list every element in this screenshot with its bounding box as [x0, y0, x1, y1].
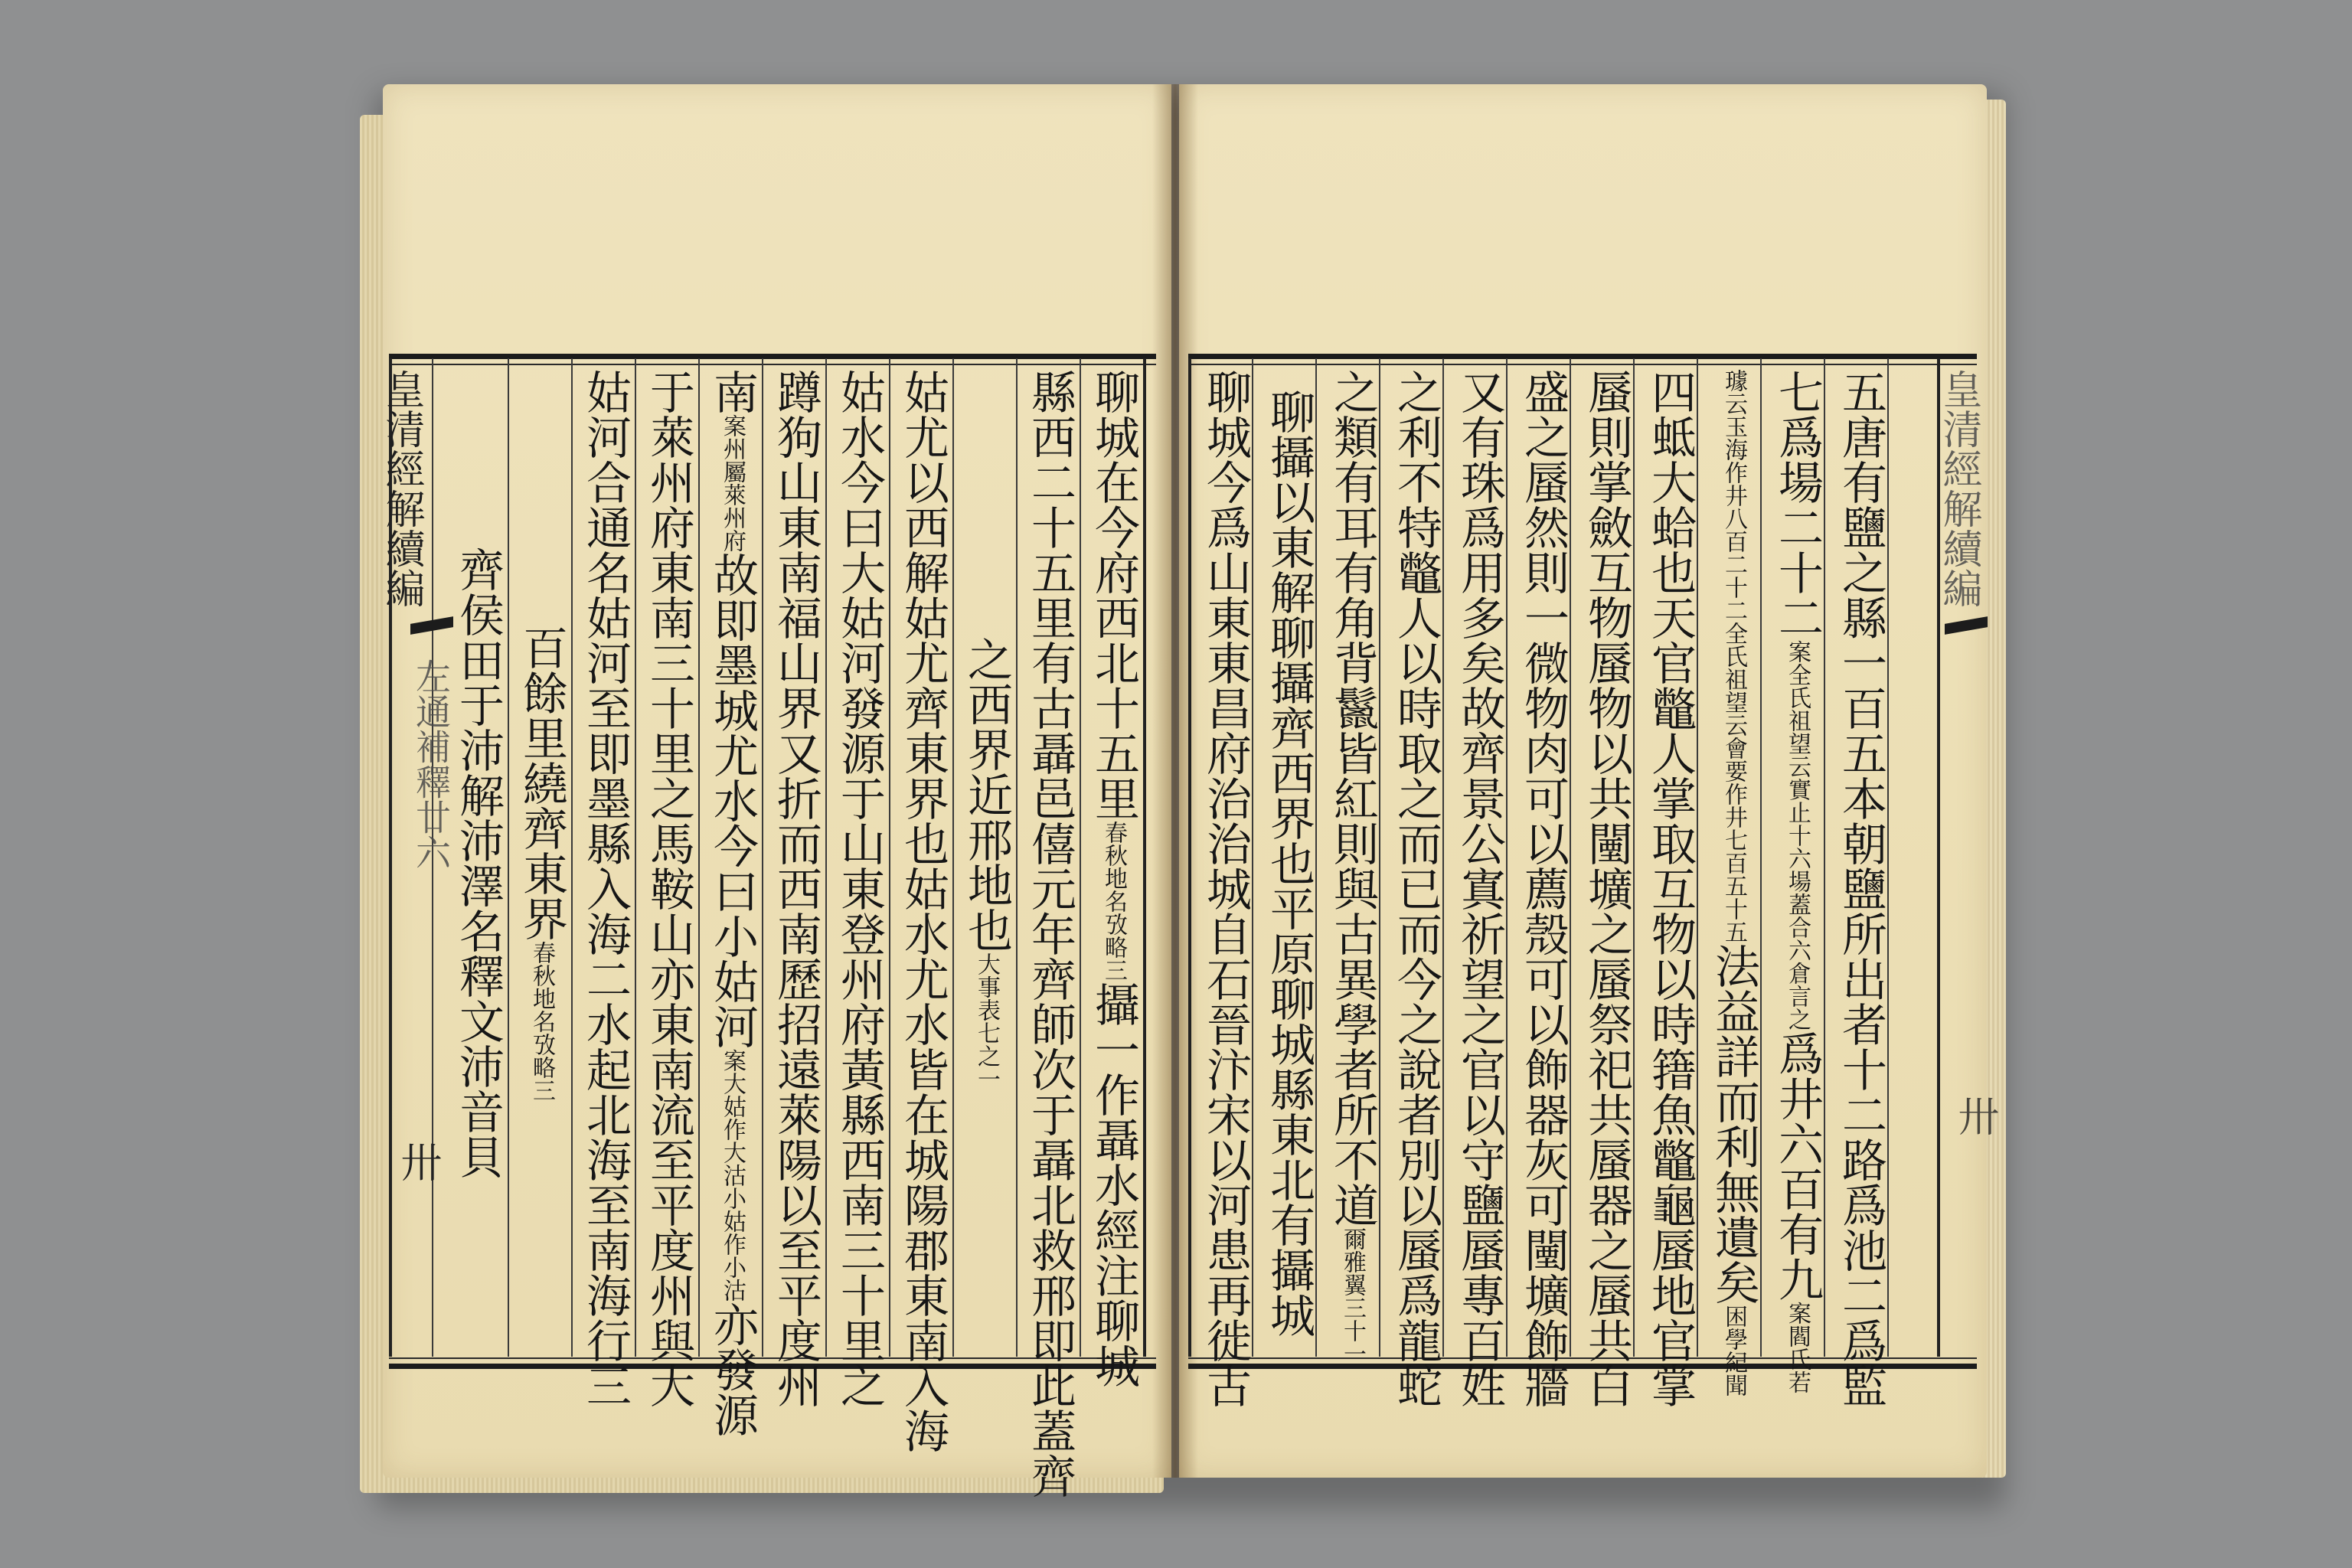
left-column-2: 縣西二十五里有古聶邑僖元年齊師次于聶北救邢即此蓋齊 — [1024, 369, 1076, 1498]
left-column-4: 姑尤以西解姑尤齊東界也姑水尤水皆在城陽郡東南入海 — [897, 369, 949, 1453]
right-column-1: 五唐有鹽之縣一百五本朝鹽所出者十二路爲池二爲監 — [1834, 369, 1887, 1408]
right-column-5: 蜃則掌斂互物蜃物以共闉壙之蜃祭祀共蜃器之蜃共白 — [1580, 369, 1633, 1408]
left-folio-number: 卅 — [394, 1141, 443, 1182]
left-column-6: 蹲狗山東南福山界又折而西南歷招遠萊陽以至平度州 — [769, 369, 822, 1408]
right-frame-edge-left — [1188, 358, 1191, 1357]
right-column-6: 盛之蜃然則一微物肉可以薦殼可以飾器灰可闉壙飾牆 — [1517, 369, 1570, 1408]
right-column-8: 之利不特鼈人以時取之而已而今之說者別以蜃爲龍蛇 — [1390, 369, 1442, 1408]
left-column-8: 于萊州府東南三十里之馬鞍山亦東南流至平度州與大 — [642, 369, 695, 1408]
right-column-11: 聊城今爲山東東昌府治治城自石晉汴宋以河患再徙古 — [1199, 369, 1252, 1408]
right-folio-number: 卅 — [1952, 1095, 2000, 1136]
left-column-10: 百餘里繞齊東界春秋地名攷略三 — [515, 624, 568, 1102]
left-column-3: 之西界近邢地也大事表七之一 — [960, 635, 1013, 1090]
right-column-7: 又有珠爲用多矣故齊景公寘祈望之官以守鹽蜃專百姓 — [1453, 369, 1506, 1408]
left-column-9: 姑河合通名姑河至即墨縣入海二水起北海至南海行三 — [579, 369, 632, 1408]
right-column-4: 四蚳大蛤也天官鼈人掌取互物以時簎魚鼈龜蜃地官掌 — [1644, 369, 1697, 1408]
right-column-2: 七爲場二十二案全氏祖望云實止十六場蓋合六倉言之爲井六百有九案閻氏若 — [1771, 369, 1824, 1393]
left-banxin-subtitle: 左通補釋廿六 — [410, 658, 452, 870]
left-banxin-title: 皇清經解續編 — [378, 369, 424, 608]
left-column-7: 南案州屬萊州府故即墨城尤水今曰小姑河案大姑作大沽小姑作小沽亦發源 — [706, 369, 759, 1437]
right-banxin-title: 皇清經解續編 — [1936, 369, 1981, 608]
left-column-11: 齊侯田于沛解沛澤名釋文沛音貝 — [452, 547, 505, 1179]
left-column-1: 聊城在今府西北十五里春秋地名攷略三攝一作聶水經注聊城 — [1087, 369, 1140, 1388]
right-column-9: 之類有耳有角背鬣皆紅則與古異學者所不道爾雅翼三十一 — [1326, 369, 1379, 1365]
left-frame-edge-right — [1143, 358, 1146, 1357]
left-column-5: 姑水今曰大姑河發源于山東登州府黃縣西南三十里之 — [833, 369, 886, 1408]
right-column-3: 璩云玉海作井八百二十二全氏祖望云會要作井七百五十五法益詳而利無遺矣困學紀聞 — [1707, 369, 1760, 1396]
right-column-10: 聊攝以東解聊攝齊西界也平原聊城縣東北有攝城 — [1263, 388, 1315, 1338]
